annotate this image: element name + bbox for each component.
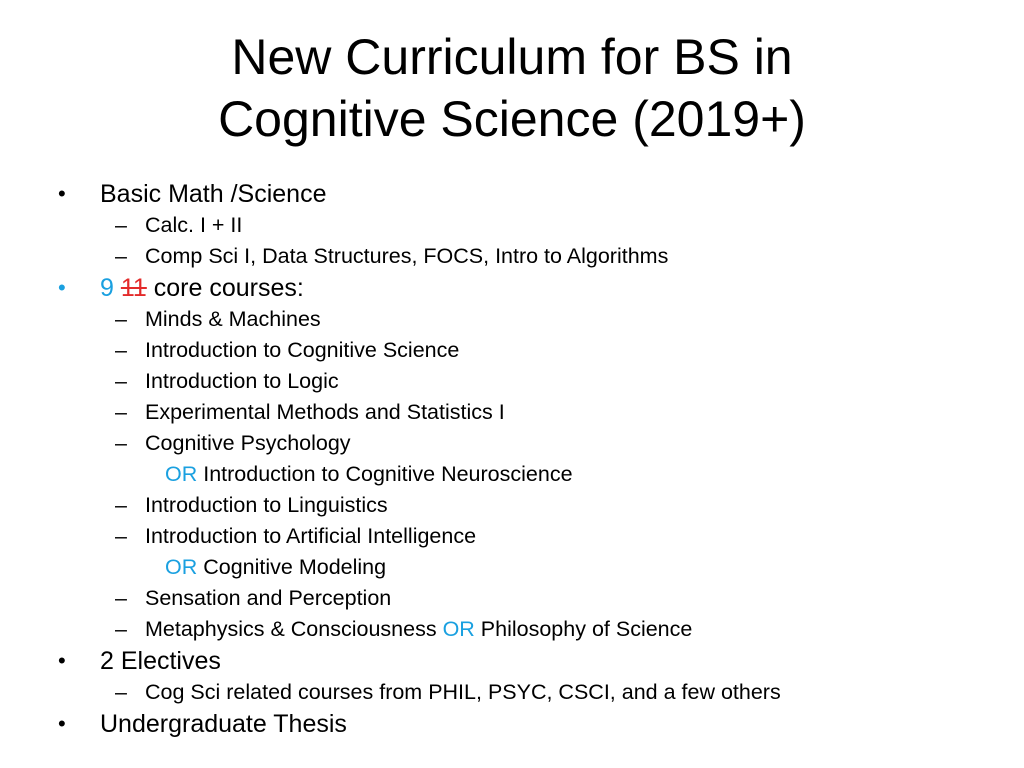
title-line-2: Cognitive Science (2019+) (218, 91, 806, 147)
list-item (0, 677, 1024, 708)
list-item (0, 304, 1024, 335)
bullet-icon: • (58, 181, 66, 206)
dash-icon: – (115, 244, 127, 268)
dash-icon: – (115, 338, 127, 362)
item-text: Introduction to Cognitive Neuroscience (203, 462, 573, 486)
dash-icon: – (115, 213, 127, 237)
item-text: Sensation and Perception (145, 586, 392, 610)
item-text: Cognitive Psychology (145, 431, 351, 455)
dash-icon: – (115, 369, 127, 393)
item-text: Experimental Methods and Statistics I (145, 400, 505, 424)
section-thesis (0, 708, 1024, 740)
list-item (0, 583, 1024, 614)
list-item (0, 428, 1024, 459)
list-item (0, 241, 1024, 272)
dash-icon: – (115, 431, 127, 455)
dash-icon: – (115, 400, 127, 424)
or-label: OR (165, 462, 198, 486)
core-count-old: 11 (120, 274, 147, 302)
section-basic-math (0, 178, 1024, 210)
list-item-alternative (0, 459, 1024, 490)
item-text: Comp Sci I, Data Structures, FOCS, Intro to Algorithms (145, 244, 669, 268)
item-text: Cognitive Modeling (203, 555, 387, 579)
or-label: OR (165, 555, 198, 579)
dash-icon: – (115, 586, 127, 610)
section-label: core courses: (153, 274, 304, 302)
section-label: 2 Electives (100, 647, 221, 675)
item-text-alt: Philosophy of Science (480, 617, 693, 641)
section-core-courses (0, 272, 1024, 304)
bullet-icon: • (58, 711, 66, 736)
list-item (0, 210, 1024, 241)
list-item (0, 397, 1024, 428)
list-item (0, 366, 1024, 397)
item-text: Metaphysics & Consciousness (145, 617, 437, 641)
list-item (0, 521, 1024, 552)
item-text: Introduction to Logic (145, 369, 339, 393)
bullet-icon: • (58, 648, 66, 673)
bullet-icon: • (58, 275, 66, 300)
dash-icon: – (115, 680, 127, 704)
item-text: Calc. I + II (145, 213, 243, 237)
slide-title (0, 26, 1024, 150)
section-label: Undergraduate Thesis (100, 710, 347, 738)
item-text: Introduction to Linguistics (145, 493, 388, 517)
item-text: Minds & Machines (145, 307, 321, 331)
section-label: Basic Math /Science (100, 180, 327, 208)
dash-icon: – (115, 524, 127, 548)
list-item (0, 490, 1024, 521)
dash-icon: – (115, 307, 127, 331)
list-item-alternative (0, 552, 1024, 583)
list-item (0, 335, 1024, 366)
dash-icon: – (115, 493, 127, 517)
section-electives (0, 645, 1024, 677)
curriculum-outline (0, 178, 1024, 740)
or-label: OR (442, 617, 475, 641)
title-line-1: New Curriculum for BS in (231, 29, 793, 85)
item-text: Introduction to Cognitive Science (145, 338, 460, 362)
list-item (0, 614, 1024, 645)
item-text: Cog Sci related courses from PHIL, PSYC, CSCI, and a few others (145, 680, 781, 704)
core-count-new: 9 (100, 274, 114, 302)
item-text: Introduction to Artificial Intelligence (145, 524, 477, 548)
dash-icon: – (115, 617, 127, 641)
